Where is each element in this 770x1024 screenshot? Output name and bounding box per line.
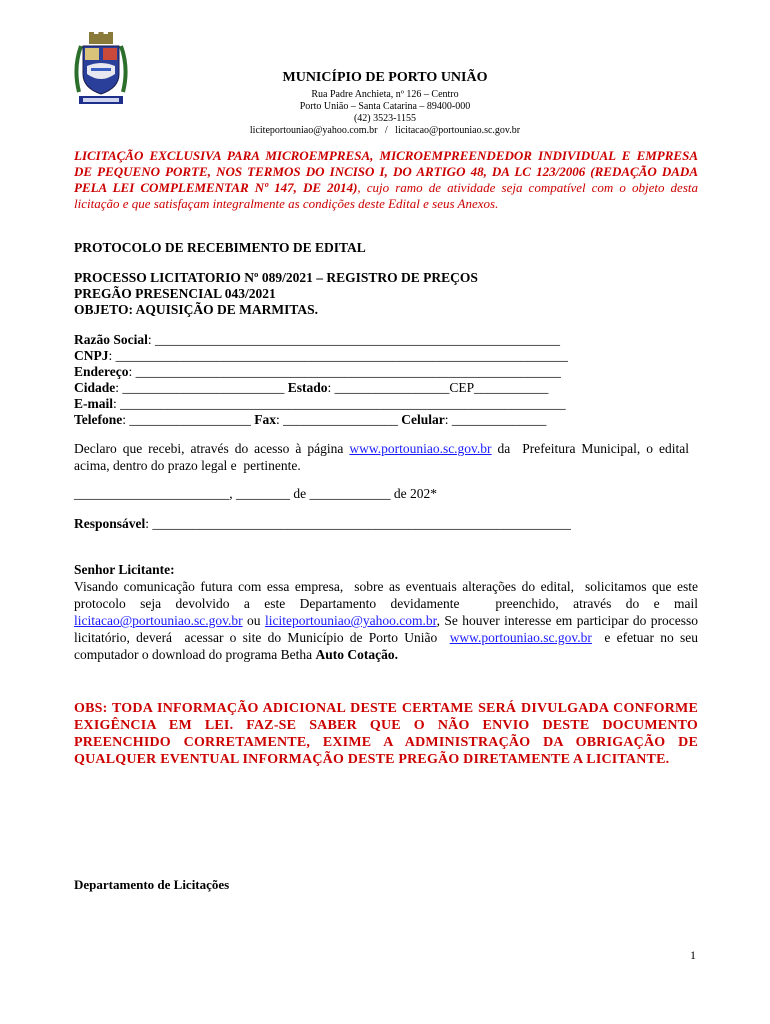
endereco-field[interactable]: [74, 364, 698, 380]
cnpj-label: CNPJ: [74, 348, 109, 363]
declaration-text-end: da Prefeitura Municipal, o edital acima, dentro do prazo legal e pertinente.: [74, 441, 693, 473]
razao-social-field[interactable]: [74, 332, 698, 348]
portouniao-site-link[interactable]: www.portouniao.sc.gov.br: [349, 441, 492, 456]
process-info: [74, 270, 698, 318]
exclusive-notice: [74, 148, 698, 212]
process-number: PROCESSO LICITATORIO Nº 089/2021 – REGISTRO DE PREÇOS: [74, 270, 478, 285]
cidade-blank[interactable]: : ________________________: [115, 380, 288, 395]
emails-line: liciteportouniao@yahoo.com.br / licitacao@portouniao.sc.gov.br: [249, 125, 521, 136]
date-line[interactable]: _______________________, ________ de ____________ de 202*: [74, 486, 437, 501]
auto-cotacao: Auto Cotação.: [315, 647, 398, 662]
portouniao-site-link-2[interactable]: www.portouniao.sc.gov.br: [449, 630, 592, 645]
letterhead: [150, 70, 620, 137]
telefone-fax-celular-field[interactable]: [74, 412, 698, 428]
pregao-number: PREGÃO PRESENCIAL 043/2021: [74, 286, 276, 301]
notice-regular: , cujo ramo de atividade seja compatível com o objeto desta licitação e que satisfaçam integralmente as condições deste Edital e seus Anexos.: [74, 180, 698, 211]
responsavel-field[interactable]: [74, 516, 698, 532]
declaration-text: Declaro que recebi, através do acesso à página: [74, 441, 350, 456]
cnpj-field[interactable]: [74, 348, 698, 364]
department-signature: Departamento de Licitações: [74, 877, 230, 892]
obs-notice: OBS: TODA INFORMAÇÃO ADICIONAL DESTE CERTAME SERÁ DIVULGADA CONFORME EXIGÊNCIA EM LEI. FAZ-SE SABER QUE O NÃO ENVIO DESTE DOCUMENTO PREENCHIDO CORRETAMENTE, EXIME A ADMINISTRAÇÃO DA OBRIGAÇÃO DE QUALQUER EVENTUAL INFORMAÇÃO DESTE PREGÃO DIRETAMENTE A LICITANTE.: [74, 701, 698, 767]
city-line: Porto União – Santa Catarina – 89400-000: [299, 101, 471, 112]
phone-line: (42) 3523-1155: [353, 113, 417, 124]
company-form: [74, 332, 698, 428]
email-label: E-mail: [74, 396, 113, 411]
fax-blank[interactable]: : _________________: [276, 412, 402, 427]
declaration-paragraph: [74, 440, 693, 474]
notice-bold: LICITAÇÃO EXCLUSIVA PARA MICROEMPRESA, MICROEMPREENDEDOR INDIVIDUAL E EMPRESA DE PEQUENO PORTE, NOS TERMOS DO INCISO I, DO ARTIGO 48, DA LC 123/2006 (REDAÇÃO DADA PELA LEI COMPLEMENTAR Nº 147, DE 2014): [74, 148, 698, 195]
bidder-instructions: [74, 562, 705, 663]
telefone-blank[interactable]: : __________________: [122, 412, 255, 427]
cidade-estado-cep-field[interactable]: [74, 380, 698, 396]
responsavel-label: Responsável: [74, 516, 146, 531]
page-number: 1: [690, 948, 696, 962]
address-line: Rua Padre Anchieta, nº 126 – Centro: [311, 89, 459, 100]
razao-social-label: Razão Social: [74, 332, 148, 347]
endereco-blank[interactable]: : _______________________________________________________________: [128, 364, 561, 379]
yahoo-email-link[interactable]: liciteportouniao@yahoo.com.br: [264, 613, 437, 628]
object-line: OBJETO: AQUISIÇÃO DE MARMITAS.: [74, 302, 319, 317]
endereco-label: Endereço: [74, 364, 129, 379]
bidder-text-1: Visando comunicação futura com essa empresa, sobre as eventuais alterações do edital, solicitamos que este protocolo seja devolvido a este Departamento devidamente preenchido, através do e mail: [74, 579, 702, 611]
telefone-label: Telefone: [74, 412, 123, 427]
cnpj-blank[interactable]: : ___________________________________________________________________: [108, 348, 568, 363]
email-field[interactable]: [74, 396, 698, 412]
celular-label: Celular: [401, 412, 445, 427]
responsavel-blank[interactable]: : ______________________________________________________________: [145, 516, 571, 531]
estado-label: Estado: [287, 380, 328, 395]
municipality-name: MUNICÍPIO DE PORTO UNIÃO: [282, 70, 488, 85]
fax-label: Fax: [254, 412, 277, 427]
razao-social-blank[interactable]: : ____________________________________________________________: [147, 332, 561, 347]
bidder-text-4: e efetuar no seu computador o download do programa Betha: [74, 630, 705, 662]
celular-blank[interactable]: : ______________: [444, 412, 547, 427]
protocol-title: PROTOCOLO DE RECEBIMENTO DE EDITAL: [74, 240, 366, 255]
coat-of-arms-icon: [73, 32, 129, 108]
email-blank[interactable]: : __________________________________________________________________: [113, 396, 566, 411]
estado-cep-blank[interactable]: : _________________CEP___________: [327, 380, 549, 395]
bidder-title: Senhor Licitante:: [74, 562, 175, 577]
bidder-text-2: ou: [242, 613, 265, 628]
bidder-text-3: , Se houver interesse em participar do processo licitatório, deverá acessar o site do Município de Porto União: [74, 613, 702, 645]
licitacao-email-link[interactable]: licitacao@portouniao.sc.gov.br: [74, 613, 243, 628]
cidade-label: Cidade: [74, 380, 116, 395]
